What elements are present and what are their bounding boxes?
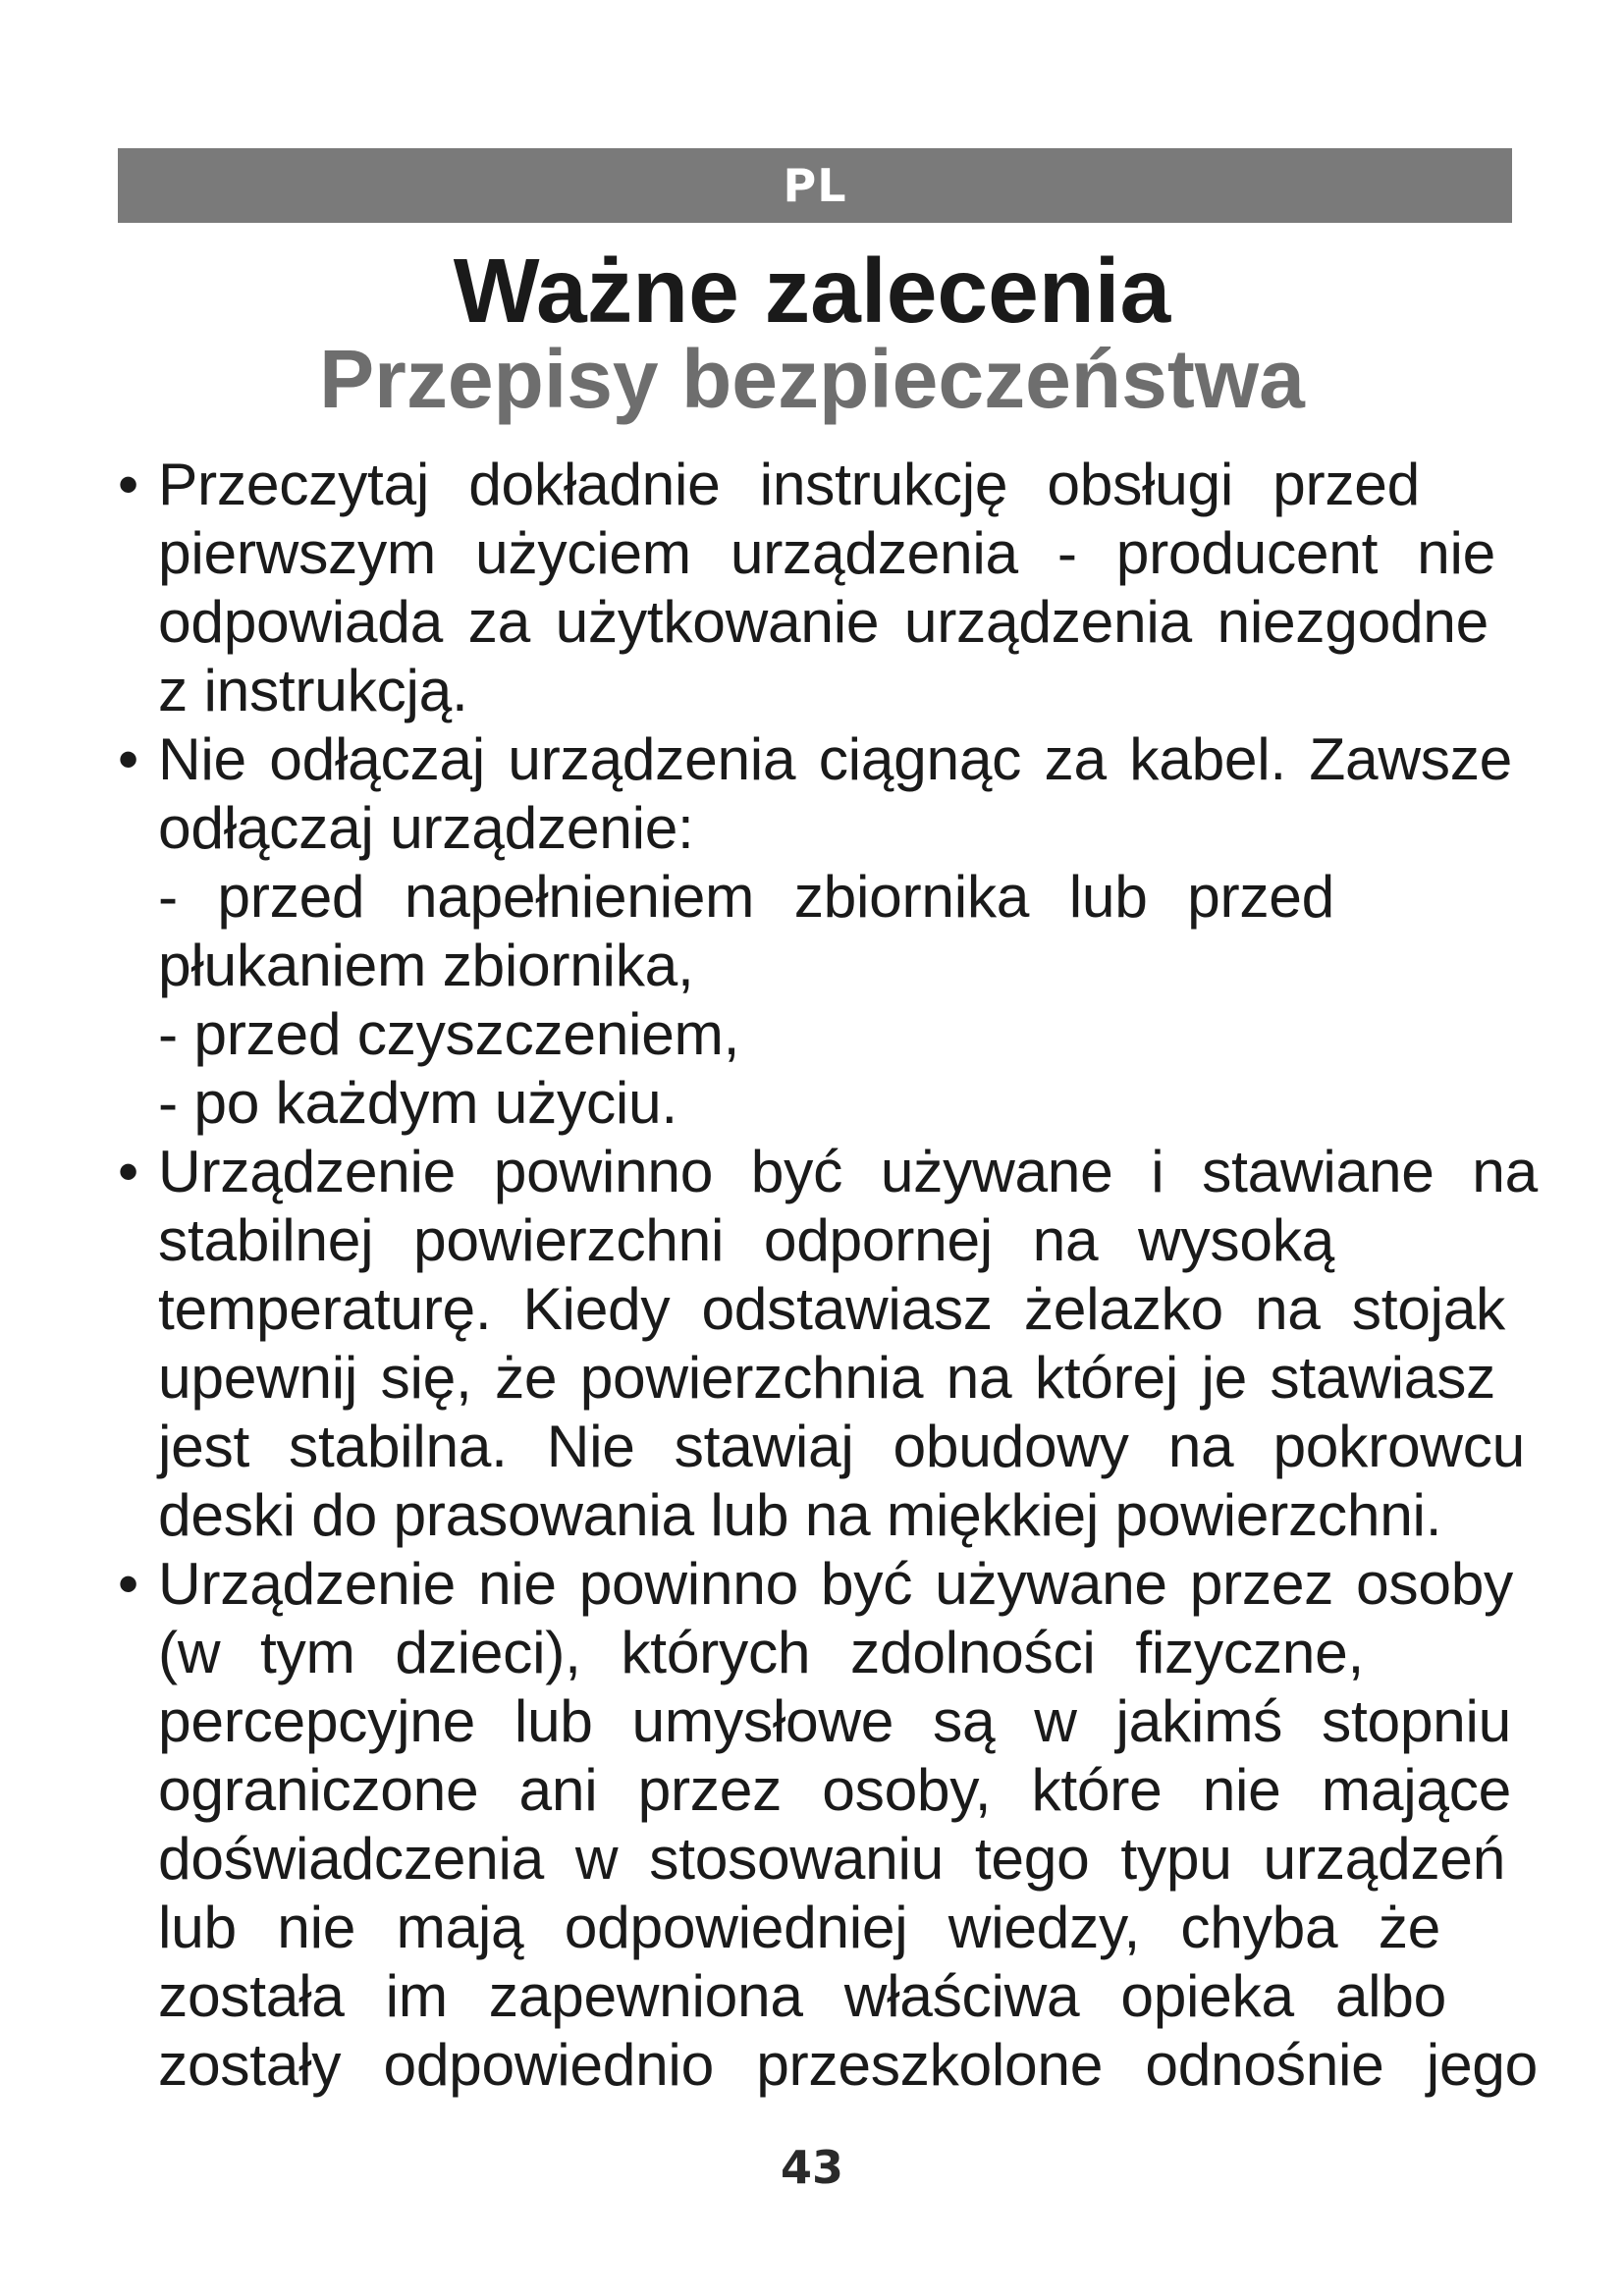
list-item-line: jest stabilna. Nie stawiaj obudowy na pokrowcu: [158, 1413, 1525, 1479]
bullet-icon: •: [118, 451, 138, 517]
page-title: Ważne zalecenia: [453, 240, 1171, 342]
list-item-line: lub nie mają odpowiedniej wiedzy, chyba że: [158, 1894, 1440, 1960]
list-item-line: zostały odpowiednio przeszkolone odnośnie jego: [158, 2031, 1538, 2098]
list-item-line: została im zapewniona właściwa opieka albo: [158, 1962, 1446, 2029]
list-item-line: pierwszym użyciem urządzenia - producent nie: [158, 519, 1495, 586]
list-item: [114, 450, 1538, 724]
page-number: 43: [780, 2141, 843, 2194]
list-item-line: Urządzenie powinno być używane i stawiane na: [158, 1138, 1538, 1204]
list-item: [114, 724, 1538, 1137]
list-item-line: z instrukcją.: [158, 657, 468, 723]
sub-list-item: - po każdym użyciu.: [158, 1069, 677, 1136]
list-item-line: ograniczone ani przez osoby, które nie mające: [158, 1756, 1511, 1823]
list-item-line: temperaturę. Kiedy odstawiasz żelazko na stojak: [158, 1275, 1505, 1342]
list-item-line: Urządzenie nie powinno być używane przez osoby: [158, 1550, 1513, 1617]
list-item-line: stabilnej powierzchni odpornej na wysoką: [158, 1206, 1334, 1273]
safety-instructions-list: [114, 450, 1538, 2099]
list-item-line: odłączaj urządzenie:: [158, 794, 694, 861]
list-item: [114, 1549, 1538, 2099]
language-tag-bar: PL: [118, 148, 1512, 223]
bullet-icon: •: [118, 1138, 138, 1204]
list-item-line: Nie odłączaj urządzenia ciągnąc za kabel. Zawsze: [158, 725, 1512, 792]
sub-list-item: płukaniem zbiornika,: [158, 932, 694, 998]
page-subtitle: Przepisy bezpieczeństwa: [319, 333, 1305, 425]
list-item-line: upewnij się, że powierzchnia na której je stawiasz: [158, 1344, 1495, 1411]
list-item-line: Przeczytaj dokładnie instrukcję obsługi przed: [158, 451, 1420, 517]
list-item-line: doświadczenia w stosowaniu tego typu urządzeń: [158, 1825, 1505, 1892]
list-item-line: deski do prasowania lub na miękkiej powierzchni.: [158, 1481, 1442, 1548]
list-item: [114, 1137, 1538, 1549]
list-item-line: percepcyjne lub umysłowe są w jakimś stopniu: [158, 1687, 1511, 1754]
bullet-icon: •: [118, 1550, 138, 1617]
sub-list-item: - przed napełnieniem zbiornika lub przed: [158, 863, 1334, 930]
list-item-line: odpowiada za użytkowanie urządzenia niezgodne: [158, 588, 1489, 655]
list-item-line: (w tym dzieci), których zdolności fizyczne,: [158, 1619, 1364, 1685]
bullet-icon: •: [118, 725, 138, 792]
sub-list-item: - przed czyszczeniem,: [158, 1000, 740, 1067]
